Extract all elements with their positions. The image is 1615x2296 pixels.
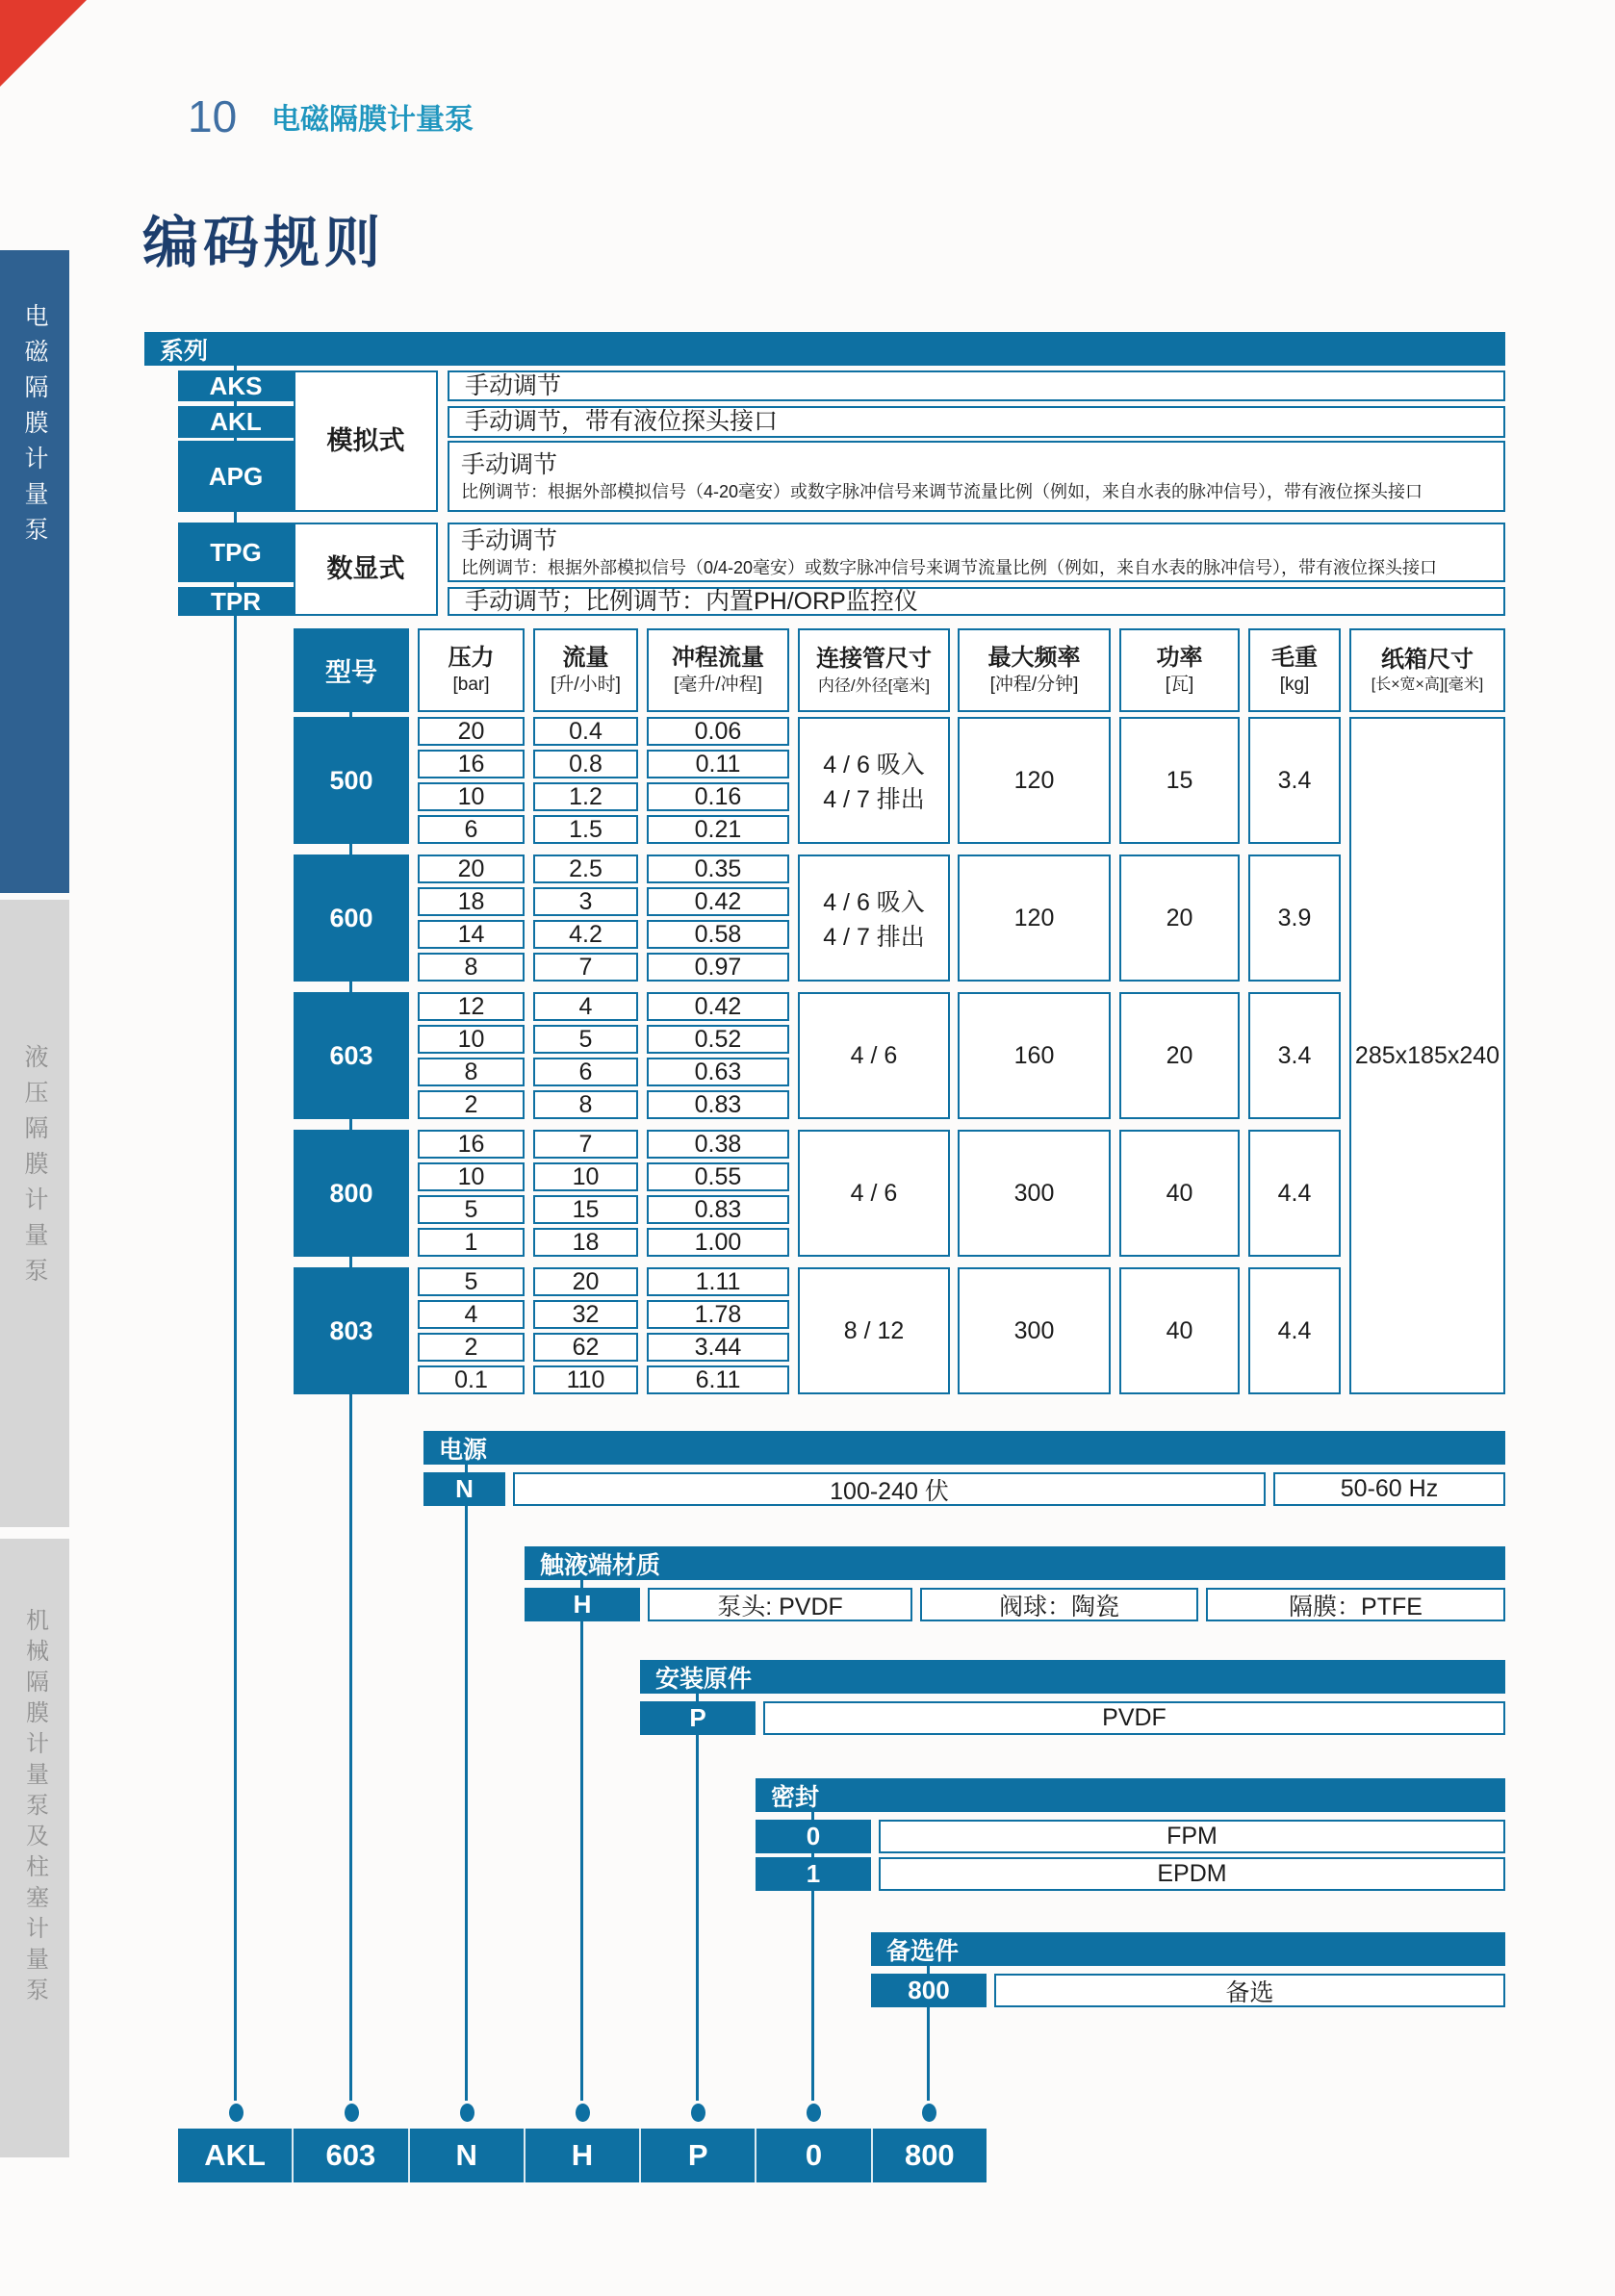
header-name: 最大频率 [987,644,1081,671]
flow-cell: 18 [533,1228,638,1257]
series-code-akl: AKL [178,406,294,438]
connection-cell: 4 / 6 [798,1130,950,1257]
power-voltage-box: 100-240 伏 [513,1472,1266,1506]
frequency-cell: 120 [958,855,1111,982]
stroke-cell: 0.63 [647,1058,789,1086]
power-frequency-box: 50-60 Hz [1273,1472,1505,1506]
spec-header-pressure [418,628,525,712]
desc-text: 手动调节；比例调节：内置PH/ORP监控仪 [465,587,918,615]
pressure-cell: 20 [418,855,525,883]
desc-text: 手动调节 [461,527,558,555]
series-desc-akl [448,406,1505,438]
connection-cell: 8 / 12 [798,1267,950,1394]
header-name: 连接管尺寸 [816,646,932,673]
power-cell: 20 [1119,992,1240,1119]
series-type-digital [294,523,438,616]
carton-size-cell: 285x185x240 [1349,717,1505,1394]
flow-cell: 10 [533,1162,638,1191]
pressure-cell: 6 [418,815,525,844]
desc-text: 比例调节：根据外部模拟信号（0/4-20毫安）或数字脉冲信号来调节流量比例（例如，来自水表的脉冲信号），带有液位探头接口 [461,557,1438,577]
stroke-cell: 0.16 [647,782,789,811]
tree-line-install [696,1694,699,2101]
pressure-cell: 10 [418,782,525,811]
pressure-cell: 16 [418,750,525,778]
stroke-cell: 0.21 [647,815,789,844]
stroke-cell: 0.97 [647,953,789,982]
tree-line-series [234,366,237,2101]
pressure-cell: 8 [418,1058,525,1086]
code-segment-options: 800 [871,2129,987,2182]
connection-line: 4 / 6 吸入 [823,889,925,916]
seal-value-epdm: EPDM [879,1857,1505,1891]
power-cell: 20 [1119,855,1240,982]
frequency-cell: 120 [958,717,1111,844]
frequency-cell: 300 [958,1130,1111,1257]
corner-triangle-decoration [0,0,87,87]
tree-line-seal [811,1812,814,2101]
power-cell: 15 [1119,717,1240,844]
install-value-box: PVDF [763,1701,1505,1735]
weight-cell: 3.4 [1248,992,1341,1119]
weight-cell: 4.4 [1248,1130,1341,1257]
stroke-cell: 0.06 [647,717,789,746]
header-unit: [瓦] [1165,675,1194,696]
page-title: 编码规则 [142,212,386,274]
stroke-cell: 0.42 [647,992,789,1021]
spec-header-power [1119,628,1240,712]
desc-text: 比例调节：根据外部模拟信号（4-20毫安）或数字脉冲信号来调节流量比例（例如，来自水表的脉冲信号），带有液位探头接口 [461,481,1423,501]
power-section-bar: 电源 [423,1431,1505,1465]
wetted-code: H [525,1588,640,1621]
pressure-cell: 2 [418,1333,525,1362]
flow-cell: 15 [533,1195,638,1224]
flow-cell: 3 [533,887,638,916]
spec-header-carton [1349,628,1505,712]
pressure-cell: 20 [418,717,525,746]
wetted-section-bar: 触液端材质 [525,1546,1505,1580]
series-desc-tpg [448,523,1505,582]
spec-header-frequency [958,628,1111,712]
wetted-diaphragm-box: 隔膜：PTFE [1206,1588,1505,1621]
tree-dot-series [229,2104,244,2122]
pressure-cell: 10 [418,1162,525,1191]
header-name: 流量 [562,644,609,671]
code-segment-model: 603 [292,2129,407,2182]
stroke-cell: 0.55 [647,1162,789,1191]
code-segment-install: P [639,2129,755,2182]
weight-cell: 4.4 [1248,1267,1341,1394]
install-section-bar: 安装原件 [640,1660,1505,1694]
tree-dot-install [691,2104,705,2122]
weight-cell: 3.4 [1248,717,1341,844]
flow-cell: 62 [533,1333,638,1362]
desc-text: 手动调节 [461,451,558,479]
sidebar-tab-label: 液压隔膜计量泵 [21,1044,48,1293]
series-code-apg: APG [178,441,294,512]
series-code-aks: AKS [178,370,294,401]
flow-cell: 1.5 [533,815,638,844]
pressure-cell: 0.1 [418,1365,525,1394]
spec-header-flow [533,628,638,712]
pressure-cell: 5 [418,1195,525,1224]
code-segment-wetted: H [524,2129,639,2182]
pressure-cell: 18 [418,887,525,916]
flow-cell: 32 [533,1300,638,1329]
model-cell-800: 800 [294,1130,409,1257]
stroke-cell: 0.58 [647,920,789,949]
pressure-cell: 12 [418,992,525,1021]
header-unit: [长×宽×高][毫米] [1371,676,1484,694]
header-unit: 内径/外径[毫米] [817,676,931,695]
wetted-valveball-box: 阀球：陶瓷 [920,1588,1198,1621]
header-name: 冲程流量 [672,644,764,671]
power-cell: 40 [1119,1130,1240,1257]
model-cell-600: 600 [294,855,409,982]
series-desc-aks [448,370,1505,401]
install-code: P [640,1701,756,1735]
flow-cell: 4 [533,992,638,1021]
flow-cell: 0.8 [533,750,638,778]
frequency-cell: 160 [958,992,1111,1119]
series-desc-apg [448,441,1505,512]
flow-cell: 2.5 [533,855,638,883]
sidebar-tab-label: 机械隔膜计量泵及柱塞计量泵 [21,1608,48,2008]
sidebar-tab-mechanical[interactable] [0,1539,69,2157]
flow-cell: 5 [533,1025,638,1054]
model-cell-500: 500 [294,717,409,844]
type-analog-label: 模拟式 [326,425,405,455]
seal-code-0: 0 [756,1820,871,1853]
series-desc-tpr [448,587,1505,616]
type-digital-label: 数显式 [326,553,405,583]
pressure-cell: 4 [418,1300,525,1329]
spec-header-weight [1248,628,1341,712]
header-name: 毛重 [1271,644,1318,671]
header-unit: [冲程/分钟] [989,675,1079,696]
flow-cell: 0.4 [533,717,638,746]
wetted-pumphead-box: 泵头: PVDF [648,1588,912,1621]
pressure-cell: 10 [418,1025,525,1054]
desc-text: 手动调节 [465,371,562,399]
model-cell-603: 603 [294,992,409,1119]
spec-header-model: 型号 [294,628,409,712]
seal-code-1: 1 [756,1857,871,1891]
connection-line: 4 / 7 排出 [823,924,925,951]
stroke-cell: 0.52 [647,1025,789,1054]
series-section-bar: 系列 [144,332,1505,366]
connection-line: 4 / 7 排出 [823,786,925,813]
header-name: 纸箱尺寸 [1381,646,1474,673]
stroke-cell: 0.83 [647,1195,789,1224]
tree-dot-wetted [576,2104,590,2122]
flow-cell: 1.2 [533,782,638,811]
connection-cell [798,855,950,982]
power-cell: 40 [1119,1267,1240,1394]
tree-line-wetted [580,1580,583,2101]
sidebar-tab-electromagnetic[interactable] [0,250,69,893]
stroke-cell: 0.11 [647,750,789,778]
options-code: 800 [871,1974,987,2007]
stroke-cell: 0.35 [647,855,789,883]
options-value-box: 备选 [994,1974,1505,2007]
connection-line: 4 / 6 吸入 [823,752,925,778]
header-unit: [升/小时] [551,675,621,696]
tree-dot-power [460,2104,474,2122]
flow-cell: 20 [533,1267,638,1296]
header-name: 功率 [1156,644,1203,671]
tree-dot-options [922,2104,936,2122]
stroke-cell: 6.11 [647,1365,789,1394]
pressure-cell: 1 [418,1228,525,1257]
tree-line-power [465,1465,468,2101]
tree-dot-model [345,2104,359,2122]
seal-value-fpm: FPM [879,1820,1505,1853]
header-unit: [kg] [1279,675,1310,696]
header-unit: [毫升/冲程] [674,675,762,696]
series-code-tpr: TPR [178,587,294,616]
header-unit: [bar] [452,675,490,696]
stroke-cell: 1.78 [647,1300,789,1329]
series-type-analog [294,370,438,512]
flow-cell: 8 [533,1090,638,1119]
options-section-bar: 备选件 [871,1932,1505,1966]
code-segment-series: AKL [204,2138,266,2172]
stroke-cell: 0.83 [647,1090,789,1119]
stroke-cell: 0.38 [647,1130,789,1159]
tree-dot-seal [807,2104,821,2122]
frequency-cell: 300 [958,1267,1111,1394]
code-segment-seal: 0 [755,2129,870,2182]
pressure-cell: 2 [418,1090,525,1119]
page-category-title: 电磁隔膜计量泵 [271,104,474,136]
spec-header-connection [798,628,950,712]
code-segment-power: N [408,2129,524,2182]
stroke-cell: 0.42 [647,887,789,916]
stroke-cell: 1.00 [647,1228,789,1257]
power-code: N [423,1472,505,1506]
assembled-code-bar [178,2129,987,2182]
pressure-cell: 14 [418,920,525,949]
model-cell-803: 803 [294,1267,409,1394]
pressure-cell: 5 [418,1267,525,1296]
flow-cell: 6 [533,1058,638,1086]
flow-cell: 7 [533,1130,638,1159]
page-number: 10 [188,91,238,141]
pressure-cell: 8 [418,953,525,982]
sidebar-tab-label: 电磁隔膜计量泵 [21,303,48,552]
connection-cell: 4 / 6 [798,992,950,1119]
desc-text: 手动调节，带有液位探头接口 [465,408,779,436]
connection-cell [798,717,950,844]
pressure-cell: 16 [418,1130,525,1159]
header-name: 压力 [448,644,495,671]
flow-cell: 7 [533,953,638,982]
flow-cell: 110 [533,1365,638,1394]
series-code-tpg: TPG [178,523,294,582]
sidebar-tab-hydraulic[interactable] [0,900,69,1527]
spec-header-stroke [647,628,789,712]
stroke-cell: 1.11 [647,1267,789,1296]
stroke-cell: 3.44 [647,1333,789,1362]
weight-cell: 3.9 [1248,855,1341,982]
seal-section-bar: 密封 [756,1778,1505,1812]
flow-cell: 4.2 [533,920,638,949]
